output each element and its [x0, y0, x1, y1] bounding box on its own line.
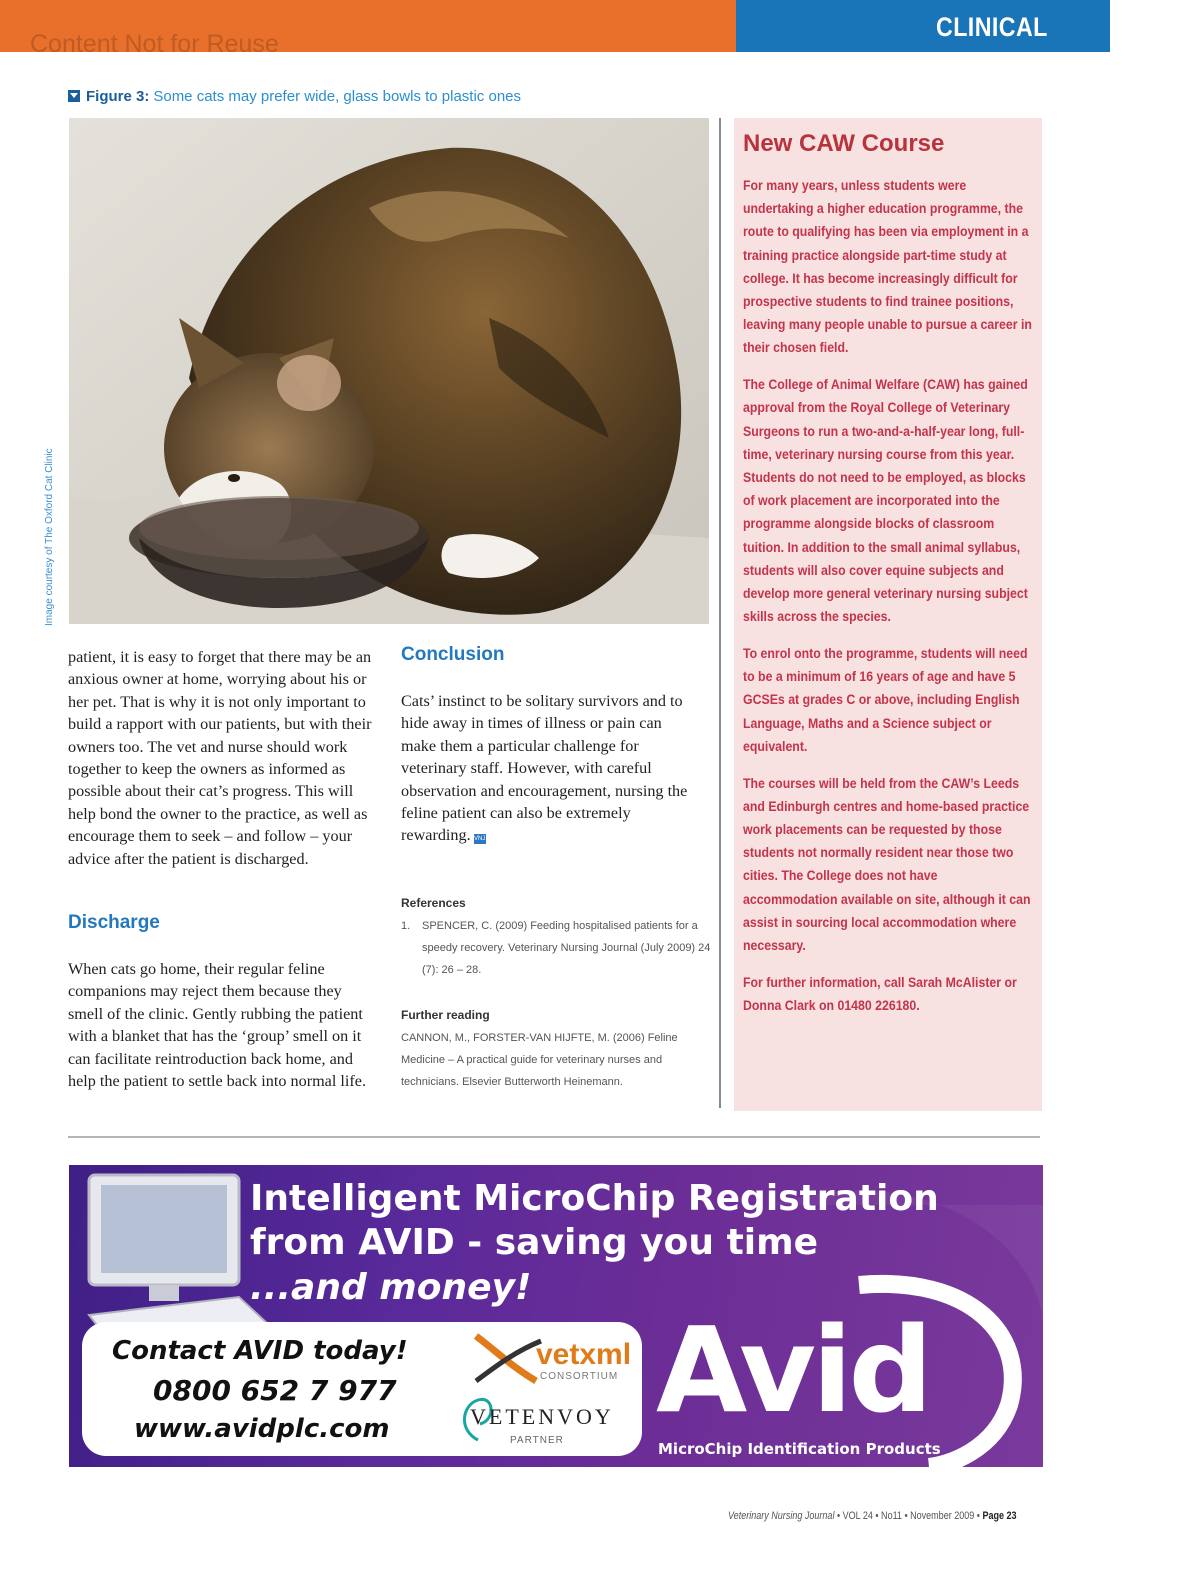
sidebar-title: New CAW Course — [743, 130, 945, 157]
ad-headline-1: Intelligent MicroChip Registration — [250, 1178, 939, 1219]
vetxml-logo: vetxml — [536, 1338, 632, 1371]
reference-text: SPENCER, C. (2009) Feeding hospitalised patients for a speedy recovery. Veterinary Nursing Journal (July 2009) 24 (7): 26 – 28. — [422, 920, 711, 976]
sidebar-body — [743, 174, 1035, 1031]
sidebar-paragraph: To enrol onto the programme, students will need to be a minimum of 16 years of age and have 5 GCSEs at grades C or above, including English Language, Maths and a Science subject or equivalent. — [743, 645, 1028, 754]
reference-number: 1. — [401, 920, 411, 932]
vetxml-subtitle: CONSORTIUM — [540, 1371, 619, 1382]
figure-label: Figure 3: — [86, 88, 150, 105]
avid-tagline: MicroChip Identification Products — [658, 1440, 941, 1458]
conclusion-heading: Conclusion — [401, 644, 505, 665]
figure-caption — [68, 88, 521, 105]
ad-headline-2: from AVID - saving you time — [250, 1222, 819, 1263]
sidebar-paragraph: The courses will be held from the CAW’s Leeds and Edinburgh centres and home-based practice work placements can be requested by those students not normally resident near those two cities. The College does not have accommodation available on site, although it can assist in sourcing local accommodation where necessary. — [743, 774, 1031, 954]
cat-photo-illustration — [69, 118, 709, 624]
section-divider — [68, 1136, 1040, 1138]
avid-brand-logo: Avid — [656, 1301, 929, 1439]
footer-journal: Veterinary Nursing Journal — [728, 1510, 835, 1522]
footer-issue: • VOL 24 • No11 • November 2009 • — [834, 1510, 983, 1522]
ad-website-link[interactable]: www.avidplc.com — [134, 1414, 390, 1444]
footer-page-number: Page 23 — [982, 1510, 1017, 1522]
discharge-paragraph: When cats go home, their regular feline companions may reject them because they smell of the clinic. Gently rubbing the patient with a blanket that has the ‘group’ smell on it can facilitate reintroduction back home, and help the patient to settle back into normal life. — [68, 960, 367, 1091]
further-reading-heading: Further reading — [401, 1008, 490, 1022]
ad-headline-3: ...and money! — [250, 1267, 532, 1308]
ad-contact-text: Contact AVID today! — [112, 1336, 408, 1366]
column-divider — [719, 118, 721, 1108]
sidebar-paragraph: The College of Animal Welfare (CAW) has gained approval from the Royal College of Veterinary Surgeons to run a two-and-a-half-year long, full-time, veterinary nursing course from this year. Students do not need to be employed, as blocks of work placement are incorporated into the programme alongside blocks of classroom tuition. In addition to the small animal syllabus, students will also cover equine subjects and develop more general veterinary nursing subject skills across the species. — [743, 376, 1028, 625]
vetenvoy-logo: VETENVOY — [470, 1404, 614, 1429]
further-reading-text: CANNON, M., FORSTER-VAN HIJFTE, M. (2006) Feline Medicine – A practical guide for veterinary nurses and technicians. Elsevier Butterworth Heinemann. — [401, 1032, 678, 1088]
discharge-heading: Discharge — [68, 912, 160, 933]
ad-phone-number[interactable]: 0800 652 7 977 — [153, 1374, 397, 1407]
vetxml-swoosh-icon — [466, 1326, 546, 1386]
figure-caption-text: Some cats may prefer wide, glass bowls to plastic ones — [153, 88, 522, 105]
photo-credit-text: Image courtesy of The Oxford Cat Clinic — [44, 448, 55, 626]
references-heading: References — [401, 896, 466, 910]
watermark-text: Content Not for Reuse — [30, 30, 279, 58]
conclusion-text: Cats’ instinct to be solitary survivors and to hide away in times of illness or pain can make them a particular challenge for veterinary staff. However, with careful observation and encouragement, nursing the feline patient can also be extremely rewarding. — [401, 692, 688, 845]
photo-credit — [44, 430, 60, 626]
cat-drinking-photo — [69, 118, 709, 624]
vetenvoy-subtitle: PARTNER — [510, 1435, 564, 1446]
vnj-end-mark-icon: VNJ — [474, 836, 486, 843]
caption-arrow-icon — [68, 90, 80, 102]
section-label: CLINICAL — [936, 12, 1048, 42]
conclusion-paragraph — [401, 690, 691, 847]
reference-item — [401, 915, 711, 981]
sidebar-paragraph: For further information, call Sarah McAlister or Donna Clark on 01480 226180. — [743, 973, 1017, 1014]
sidebar-paragraph: For many years, unless students were undertaking a higher education programme, the route to qualifying has been via employment in a training practice alongside part-time study at college. It has become increasingly difficult for prospective students to find trainee positions, leaving many people unable to pursue a career in their chosen field. — [743, 177, 1032, 356]
article-paragraph: patient, it is easy to forget that there may be an anxious owner at home, worrying about his or her pet. That is why it is not only important to build a rapport with our patients, but with their owners too. The vet and nurse should work together to keep the owners as informed as possible about their cat’s progress. This will help bond the owner to the practice, as well as encourage them to seek – and follow – your advice after the patient is discharged. — [68, 648, 372, 868]
header-blue-bar — [736, 0, 1110, 52]
page-footer — [728, 1510, 1017, 1522]
